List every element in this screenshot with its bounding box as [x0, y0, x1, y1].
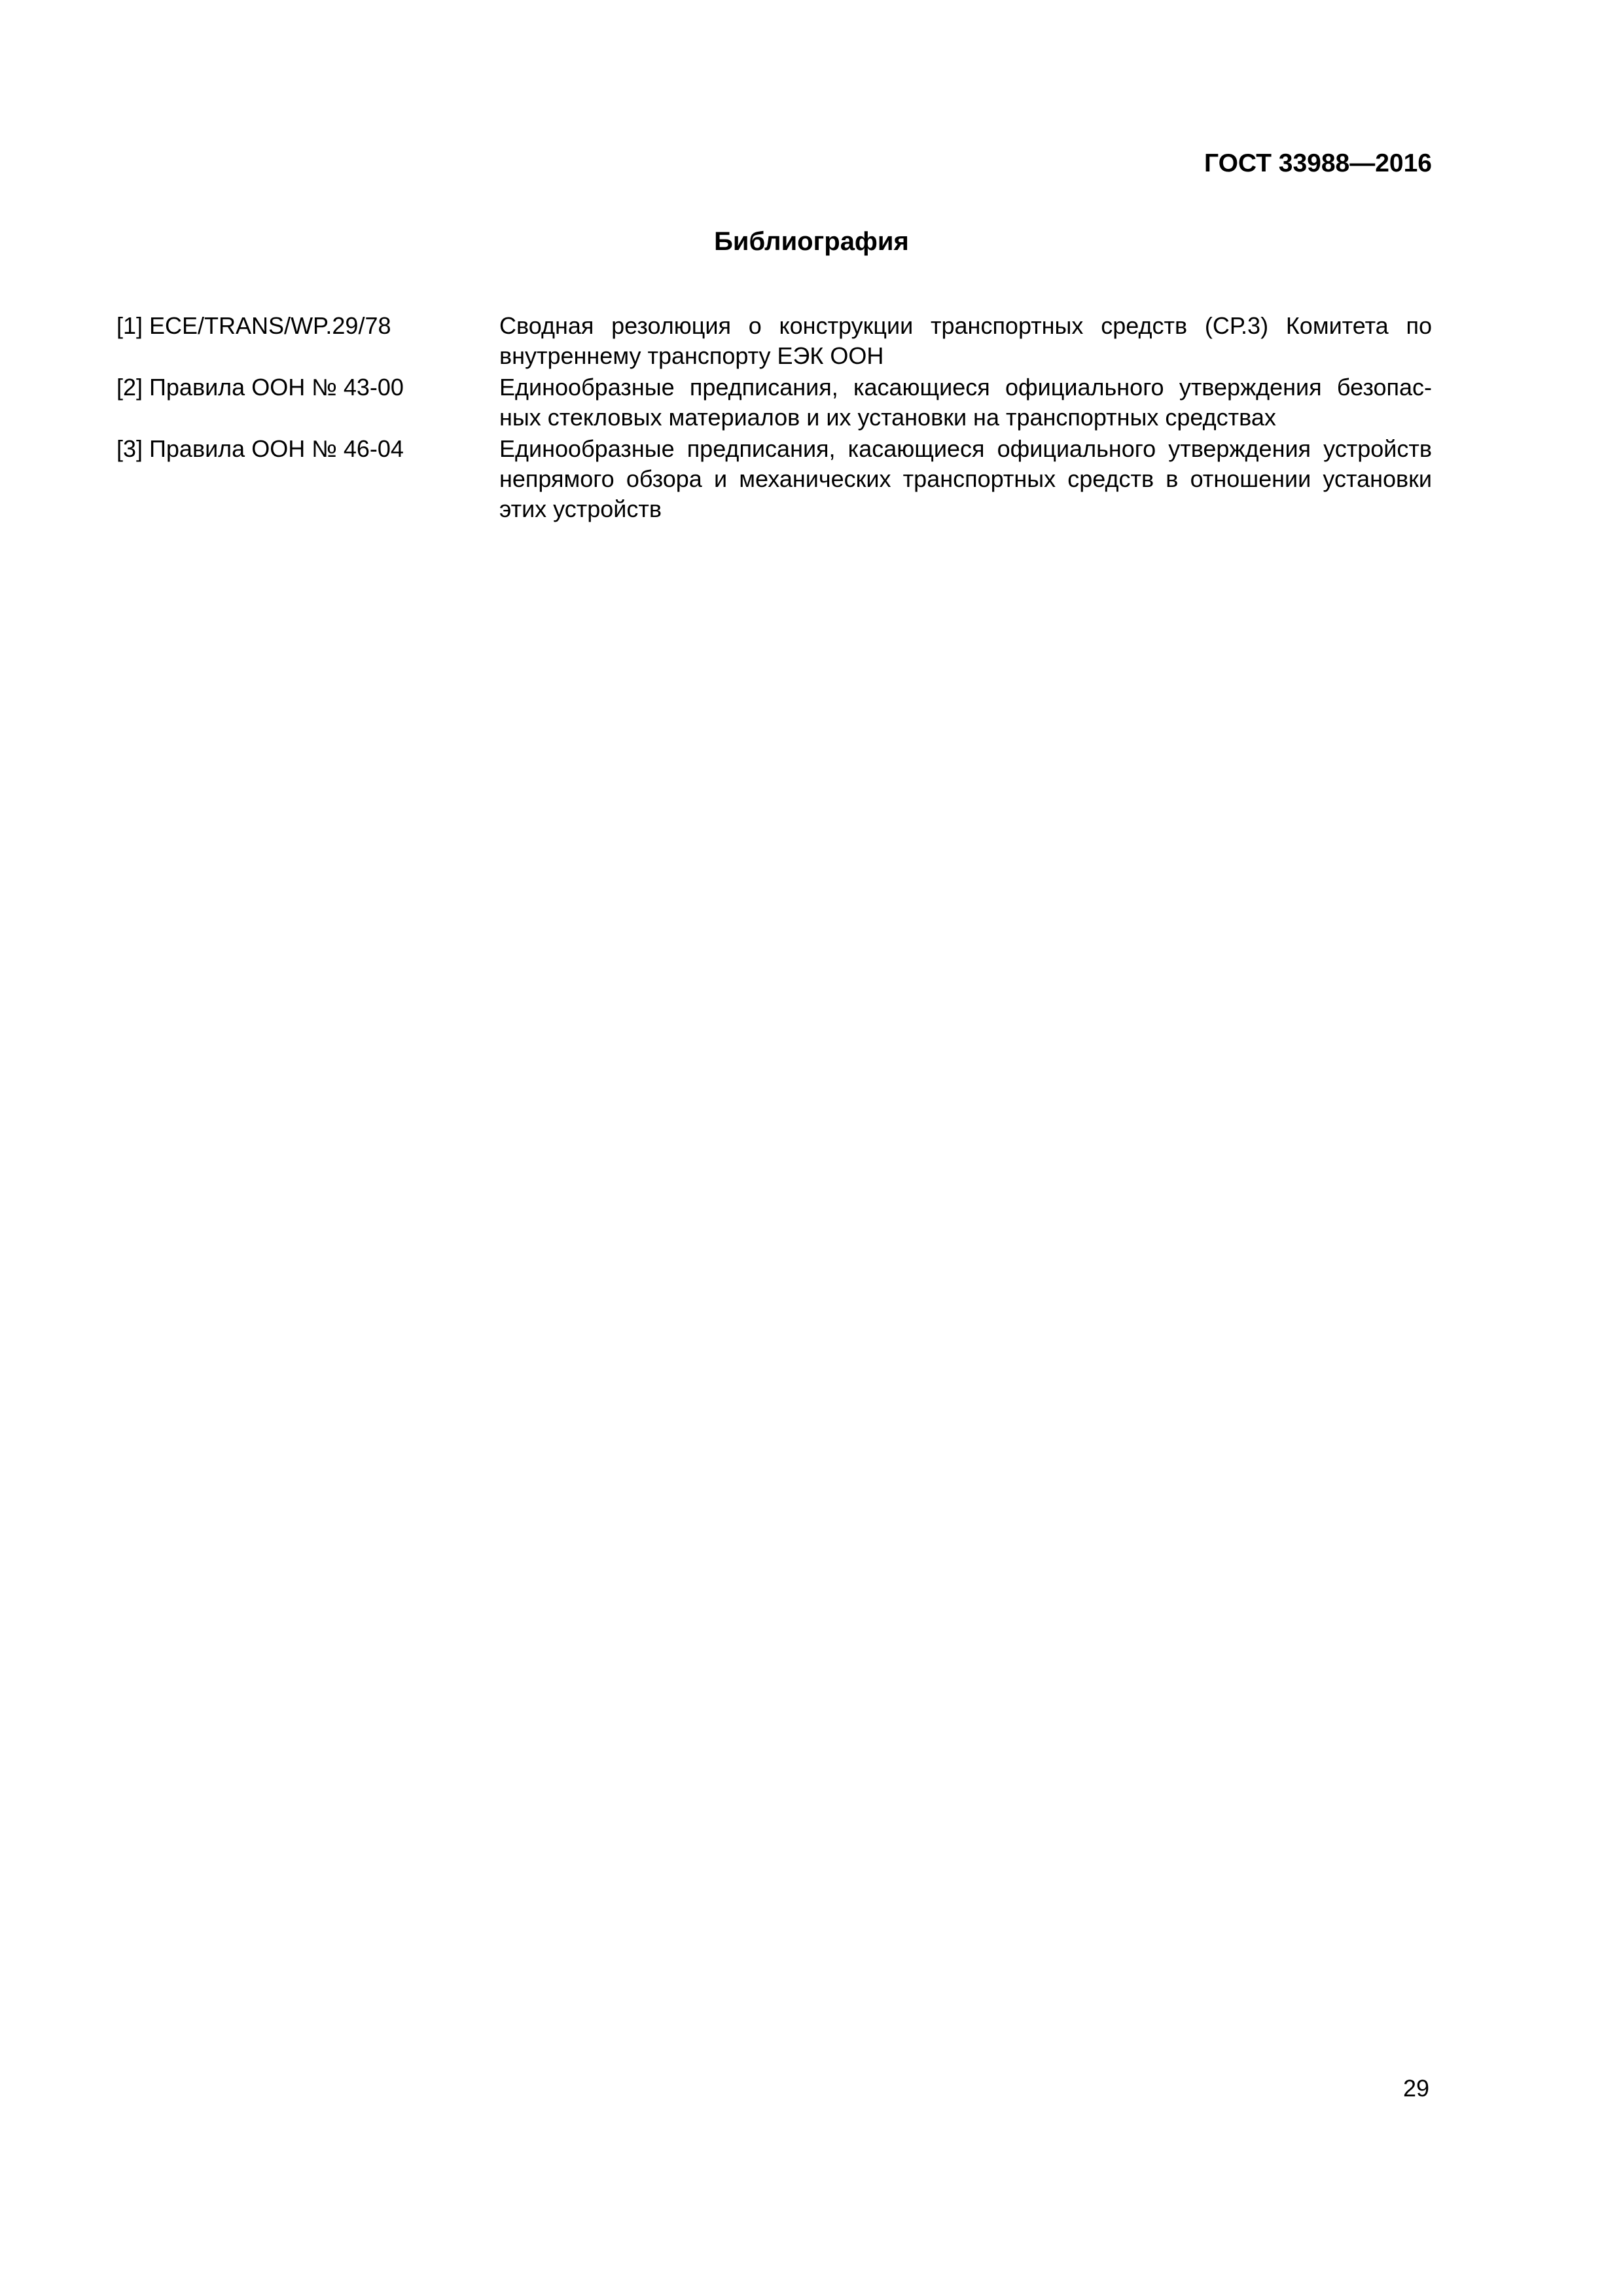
page-number: 29	[1402, 2075, 1429, 2102]
description-line: Единообразные предписания, касающиеся официального утверждения безопас-	[499, 374, 1432, 401]
bibliography-reference: [1] ECE/TRANS/WP.29/78	[116, 312, 391, 339]
bibliography-entry	[116, 372, 1432, 433]
bibliography-description	[499, 372, 1432, 433]
description-line: ных стекловых материалов и их установки на транспортных средствах	[499, 404, 1276, 431]
bibliography-description	[499, 311, 1432, 371]
bibliography-reference: [2] Правила ООН № 43-00	[116, 374, 404, 401]
bibliography-list	[116, 311, 1432, 526]
description-line: Сводная резолюция о конструкции транспортных средств (СР.3) Комитета по	[499, 312, 1432, 339]
bibliography-entry	[116, 311, 1432, 371]
description-line: внутреннему транспорту ЕЭК ООН	[499, 342, 884, 369]
description-line: непрямого обзора и механических транспортных средств в отношении установки	[499, 465, 1432, 492]
bibliography-description	[499, 434, 1432, 524]
bibliography-reference: [3] Правила ООН № 46-04	[116, 435, 404, 462]
page-title: Библиография	[714, 227, 909, 256]
bibliography-entry	[116, 434, 1432, 524]
description-line: Единообразные предписания, касающиеся официального утверждения устройств	[499, 435, 1432, 462]
description-line: этих устройств	[499, 495, 662, 522]
standard-code-header: ГОСТ 33988—2016	[1204, 149, 1432, 177]
